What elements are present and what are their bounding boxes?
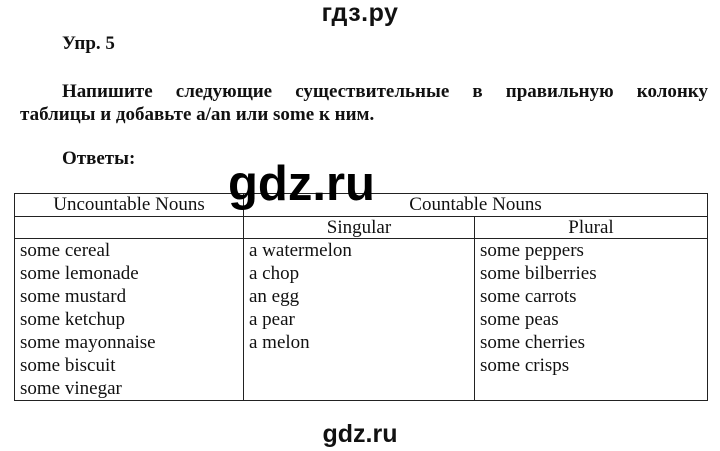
- list-item: some crisps: [480, 355, 570, 376]
- list-item: some biscuit: [20, 355, 116, 376]
- list-item: some bilberries: [480, 263, 597, 284]
- exercise-number: Упр. 5: [62, 33, 115, 54]
- answers-label: Ответы:: [62, 148, 136, 169]
- list-item: an egg: [249, 286, 300, 307]
- header-countable: Countable Nouns: [244, 194, 708, 217]
- list-item: some vinegar: [20, 378, 122, 399]
- header-uncountable-continued: [15, 217, 244, 239]
- plural-column: [475, 239, 708, 401]
- singular-column: [244, 239, 475, 401]
- instruction-line-2: таблицы и добавьте a/an или some к ним.: [20, 104, 375, 125]
- list-item: a chop: [249, 263, 300, 284]
- instruction-line-1: Напишите следующие существительные в правильную колонку: [62, 81, 708, 102]
- list-item: a melon: [249, 332, 310, 353]
- watermark-middle: gdz.ru: [228, 157, 375, 211]
- header-singular: Singular: [244, 217, 475, 239]
- nouns-table: [14, 193, 708, 401]
- list-item: some carrots: [480, 286, 577, 307]
- list-item: some cherries: [480, 332, 585, 353]
- list-item: some mayonnaise: [20, 332, 156, 353]
- watermark-footer: gdz.ru: [322, 420, 398, 448]
- list-item: some cereal: [20, 240, 111, 261]
- list-item: some lemonade: [20, 263, 139, 284]
- exercise-instruction: [20, 80, 708, 126]
- list-item: a watermelon: [249, 240, 352, 261]
- list-item: some peppers: [480, 240, 584, 261]
- header-uncountable: Uncountable Nouns: [15, 194, 244, 217]
- list-item: some peas: [480, 309, 559, 330]
- site-header: гдз.ру: [321, 0, 399, 27]
- list-item: some ketchup: [20, 309, 126, 330]
- header-plural: Plural: [475, 217, 708, 239]
- uncountable-column: [15, 239, 244, 401]
- list-item: a pear: [249, 309, 295, 330]
- list-item: some mustard: [20, 286, 127, 307]
